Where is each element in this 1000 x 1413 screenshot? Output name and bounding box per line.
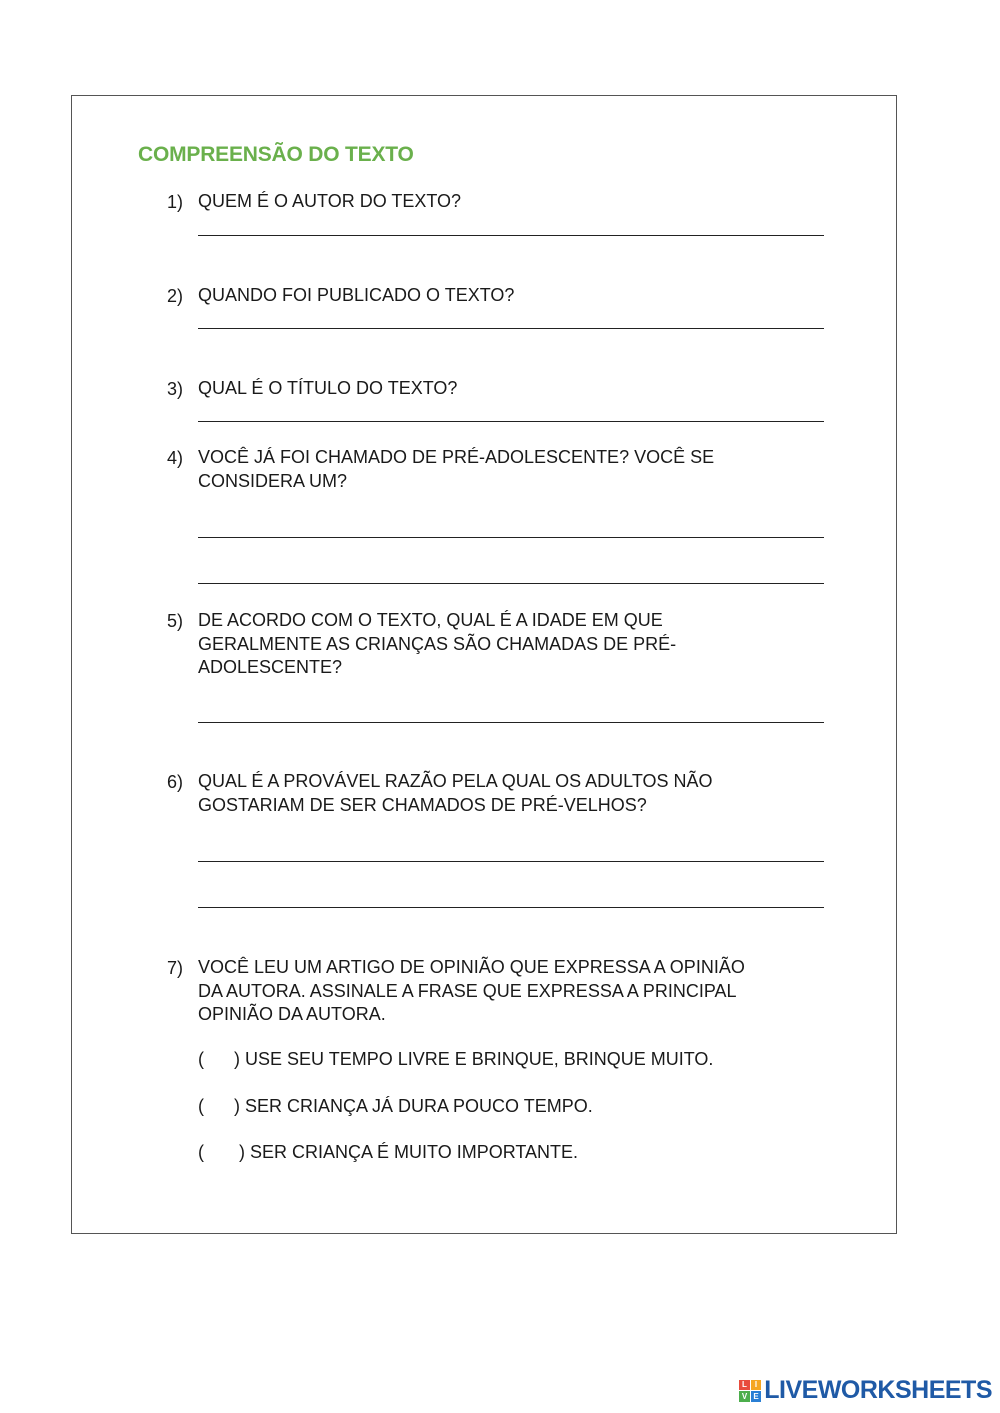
liveworksheets-logo xyxy=(739,1376,992,1405)
question-7-text: VOCÊ LEU UM ARTIGO DE OPINIÃO QUE EXPRESSA A OPINIÃO DA AUTORA. ASSINALE A FRASE QUE EXPRESSA A PRINCIPAL OPINIÃO DA AUTORA. xyxy=(198,957,745,1024)
answer-line-6b[interactable] xyxy=(198,907,824,908)
brand-name: LIVEWORKSHEETS xyxy=(764,1376,992,1404)
question-3-number: 3) xyxy=(167,379,184,399)
question-2-number: 2) xyxy=(167,286,184,306)
question-5-number: 5) xyxy=(167,611,184,631)
question-1-number: 1) xyxy=(167,192,184,212)
question-4-number: 4) xyxy=(167,448,184,468)
answer-line-2[interactable] xyxy=(198,328,824,329)
question-1-text: QUEM É O AUTOR DO TEXTO? xyxy=(198,191,462,211)
question-2-text: QUANDO FOI PUBLICADO O TEXTO? xyxy=(198,285,515,305)
question-7-number: 7) xyxy=(167,958,184,978)
option-1[interactable]: ( ) USE SEU TEMPO LIVRE E BRINQUE, BRINQUE MUITO. xyxy=(198,1049,714,1069)
question-6-text: QUAL É A PROVÁVEL RAZÃO PELA QUAL OS ADULTOS NÃO GOSTARIAM DE SER CHAMADOS DE PRÉ-VELHOS? xyxy=(198,771,713,815)
answer-line-5[interactable] xyxy=(198,722,824,723)
question-3-text: QUAL É O TÍTULO DO TEXTO? xyxy=(198,378,458,398)
answer-line-6a[interactable] xyxy=(198,861,824,862)
question-6-number: 6) xyxy=(167,772,184,792)
answer-line-3[interactable] xyxy=(198,421,824,422)
answer-line-4a[interactable] xyxy=(198,537,824,538)
section-title: COMPREENSÃO DO TEXTO xyxy=(138,143,414,166)
answer-line-4b[interactable] xyxy=(198,583,824,584)
question-4-text: VOCÊ JÁ FOI CHAMADO DE PRÉ-ADOLESCENTE? VOCÊ SE CONSIDERA UM? xyxy=(198,447,715,491)
liveworksheets-logo-icon: L I V E xyxy=(739,1380,761,1402)
answer-line-1[interactable] xyxy=(198,235,824,236)
question-5-text: DE ACORDO COM O TEXTO, QUAL É A IDADE EM QUE GERALMENTE AS CRIANÇAS SÃO CHAMADAS DE PRÉ- ADOLESCENTE? xyxy=(198,610,677,677)
option-3[interactable]: ( ) SER CRIANÇA É MUITO IMPORTANTE. xyxy=(198,1142,579,1162)
option-2[interactable]: ( ) SER CRIANÇA JÁ DURA POUCO TEMPO. xyxy=(198,1096,593,1116)
